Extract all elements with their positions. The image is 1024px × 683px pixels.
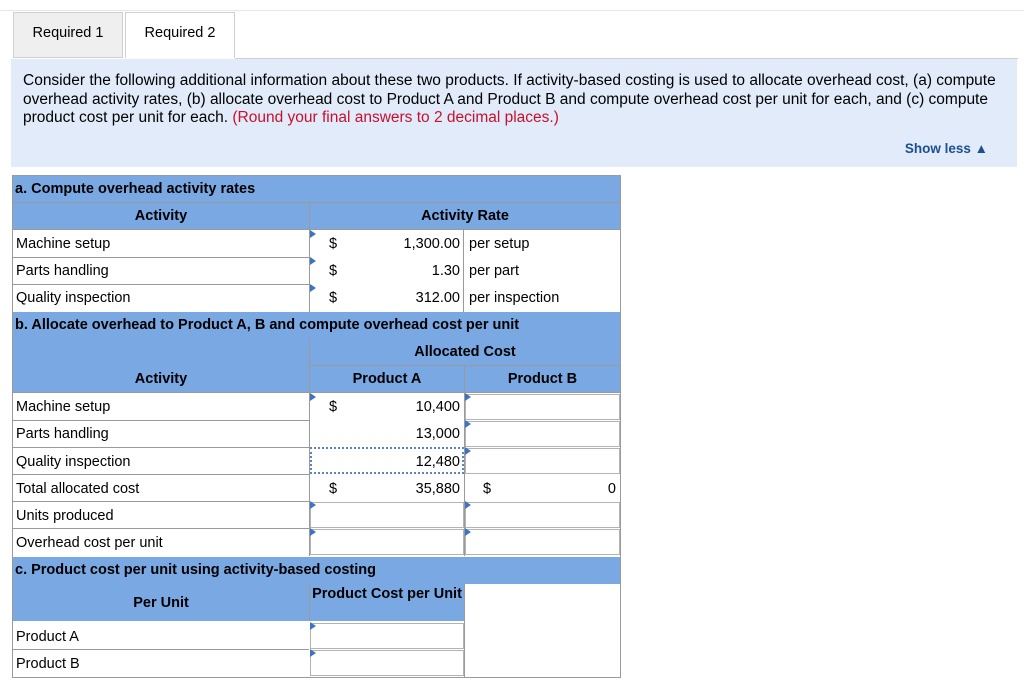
answer-flag-icon [310,393,316,401]
product-b-ohpu-input[interactable] [465,529,620,555]
product-b-machine-setup-input[interactable] [465,394,620,420]
unit-per-part: per part [469,263,519,279]
answer-flag-icon [310,528,316,536]
product-b-quality-inspection-input[interactable] [465,448,620,474]
instructions-panel [11,59,1017,167]
row-c-product-a: Product A [16,629,79,645]
section-b-title: b. Allocate overhead to Product A, B and compute overhead cost per unit [13,312,620,339]
tab-required-2[interactable]: Required 2 [125,12,235,58]
product-b-total: 0 [607,481,616,497]
row-a-quality-inspection: Quality inspection [16,290,131,306]
instructions-text: Consider the following additional information about these two products. If activity-based costing is used to allocate overhead cost, (a) compute overhead activity rates, (b) allocate overhead cost to Product A and Product B and compute overhead cost per unit for each, and (c) compute product cost per unit for each. [23,72,996,126]
product-b-header: Product B [465,366,620,393]
row-b-overhead-cost-per-unit: Overhead cost per unit [16,535,163,551]
product-b-cost-per-unit-input[interactable] [310,650,464,676]
answer-flag-icon [310,622,316,630]
answer-flag-icon [310,284,316,292]
show-less-link[interactable] [905,141,988,156]
currency-symbol: $ [329,236,338,252]
rate-quality-inspection[interactable]: 312.00 [415,290,460,306]
section-a-activity-header: Activity [13,203,309,230]
product-a-ohpu-input[interactable] [310,529,464,555]
product-a-total: 35,880 [415,481,460,497]
answer-flag-icon [310,501,316,509]
product-a-quality-inspection[interactable]: 12,480 [415,454,460,470]
row-b-quality-inspection: Quality inspection [16,454,131,470]
answer-flag-icon [465,528,471,536]
unit-per-setup: per setup [469,236,530,252]
product-a-units-input[interactable] [310,502,464,528]
product-a-cost-per-unit-input[interactable] [310,623,464,649]
section-b-activity-header: Activity [13,371,309,391]
answer-flag-icon [465,420,471,428]
answer-flag-icon [310,649,316,657]
product-b-parts-handling-input[interactable] [465,421,620,447]
section-a-rate-header: Activity Rate [310,203,620,230]
product-a-parts-handling[interactable]: 13,000 [415,426,460,442]
row-a-machine-setup: Machine setup [16,236,111,252]
currency-symbol: $ [329,263,338,279]
row-b-parts-handling: Parts handling [16,426,109,442]
product-a-header: Product A [310,366,464,393]
answer-flag-icon [465,393,471,401]
show-less-label: Show less [904,141,971,156]
product-a-machine-setup[interactable]: 10,400 [415,399,460,415]
product-cost-per-unit-header: Product Cost per Unit [310,584,464,621]
row-c-product-b: Product B [16,656,80,672]
rounding-note: (Round your final answers to 2 decimal places.) [232,109,559,126]
currency-symbol: $ [329,290,338,306]
row-a-parts-handling: Parts handling [16,263,109,279]
allocated-cost-header: Allocated Cost [310,339,620,366]
rate-parts-handling[interactable]: 1.30 [431,263,460,279]
currency-symbol: $ [329,399,338,415]
currency-symbol: $ [483,481,492,497]
row-b-total-allocated-cost: Total allocated cost [16,481,140,497]
answer-grid [12,175,621,678]
currency-symbol: $ [329,481,338,497]
row-b-machine-setup: Machine setup [16,399,111,415]
rate-machine-setup[interactable]: 1,300.00 [403,236,460,252]
triangle-up-icon: ▲ [974,141,988,156]
top-divider [0,10,1024,11]
answer-flag-icon [310,230,316,238]
per-unit-header: Per Unit [13,584,309,621]
row-b-units-produced: Units produced [16,508,114,524]
answer-flag-icon [465,501,471,509]
section-a-title: a. Compute overhead activity rates [13,176,620,203]
answer-flag-icon [310,257,316,265]
unit-per-inspection: per inspection [469,290,560,306]
product-b-units-input[interactable] [465,502,620,528]
answer-flag-icon [465,447,471,455]
section-c-title: c. Product cost per unit using activity-based costing [13,557,620,584]
tab-required-1[interactable]: Required 1 [13,12,123,58]
